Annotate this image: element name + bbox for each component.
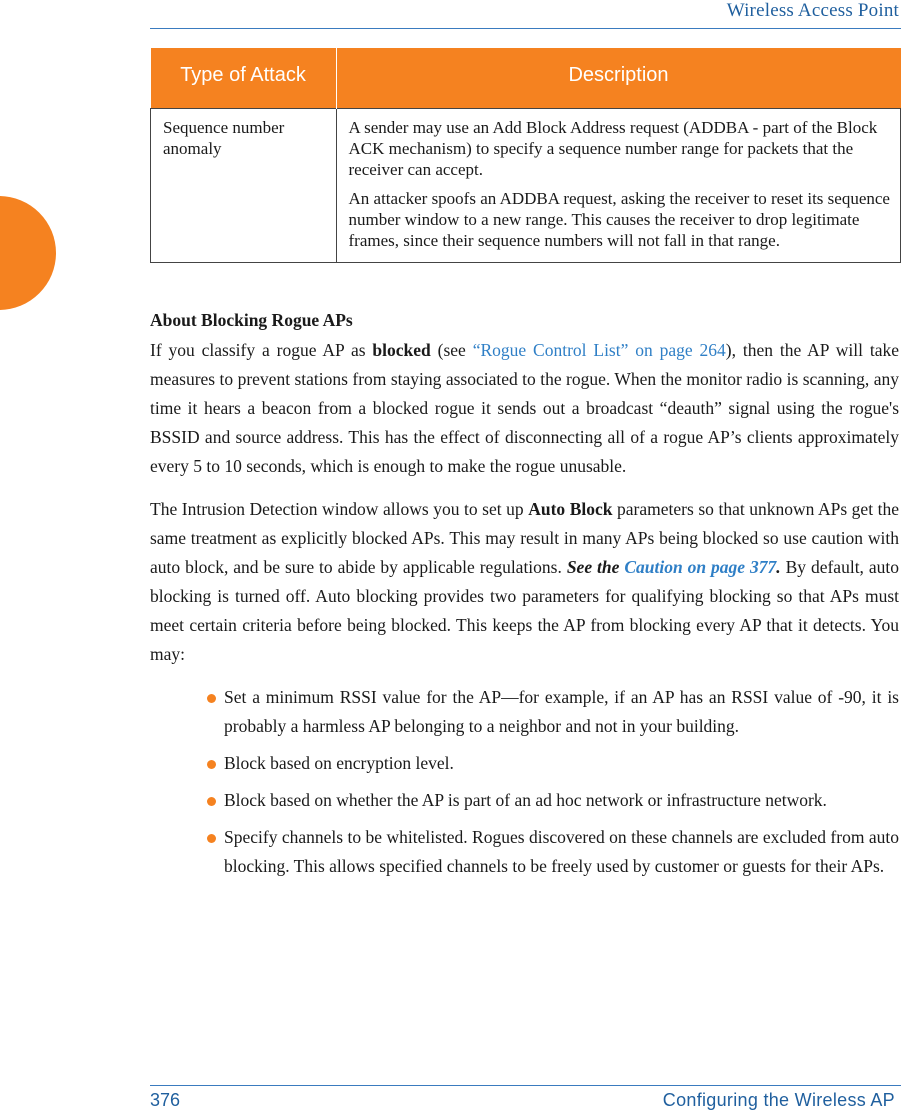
bullet-icon — [207, 760, 216, 769]
p1-text-2: (see — [430, 340, 473, 360]
list-item-text: Block based on encryption level. — [224, 753, 454, 773]
chapter-title: Configuring the Wireless AP — [662, 1090, 895, 1110]
p1-text-1: If you classify a rogue AP as — [150, 340, 373, 360]
caution-link[interactable]: Caution on page 377 — [624, 557, 777, 577]
p2-text-1: The Intrusion Detection window allows you to set up — [150, 499, 529, 519]
list-item — [150, 749, 899, 778]
attack-type: Sequence number anomaly — [163, 118, 285, 158]
running-header-title: Wireless Access Point — [726, 0, 899, 21]
list-item — [150, 823, 899, 881]
header-rule — [150, 28, 901, 29]
table-header-row — [151, 48, 901, 109]
column-header-type: Type of Attack — [151, 48, 337, 109]
attack-description-2: An attacker spoofs an ADDBA request, asking the receiver to reset its sequence number window to a new range. This causes the receiver to drop legitimate frames, since their sequence numbers will not fall in that range. — [348, 189, 890, 250]
p2-period: . — [776, 557, 781, 577]
p1-bold-blocked: blocked — [372, 340, 431, 360]
page-number: 376 — [150, 1090, 181, 1110]
column-header-description: Description — [336, 48, 901, 109]
p2-bold-auto-block: Auto Block — [528, 499, 613, 519]
section-heading: About Blocking Rogue APs — [150, 310, 353, 330]
auto-block-options-list — [150, 683, 899, 881]
chapter-side-tab — [0, 196, 56, 310]
bullet-icon — [207, 797, 216, 806]
p2-see-the: See the — [566, 557, 625, 577]
attack-description-1: A sender may use an Add Block Address request (ADDBA - part of the Block ACK mechanism) to specify a sequence number range for packets that the receiver can accept. — [348, 118, 878, 179]
list-item-text: Specify channels to be whitelisted. Rogues discovered on these channels are excluded from auto blocking. This allows specified channels to be freely used by customer or guests for their APs. — [224, 827, 899, 876]
paragraph-auto-block — [150, 495, 899, 669]
attack-type-cell — [151, 109, 337, 263]
bullet-icon — [207, 694, 216, 703]
main-content — [150, 308, 899, 889]
list-item-text: Set a minimum RSSI value for the AP—for example, if an AP has an RSSI value of -90, it is probably a harmless AP belonging to a neighbor and not in your building. — [224, 687, 899, 736]
list-item — [150, 786, 899, 815]
rogue-control-list-link[interactable]: “Rogue Control List” on page 264 — [472, 340, 726, 360]
list-item-text: Block based on whether the AP is part of an ad hoc network or infrastructure network. — [224, 790, 827, 810]
paragraph-blocking-intro — [150, 336, 899, 481]
list-item — [150, 683, 899, 741]
p2-text-3: By default, auto blocking is turned off. Auto blocking provides two parameters for qualifying blocking so that APs must meet certain criteria before being blocked. This keeps the AP from blocking every AP that it detects. You may: — [150, 557, 899, 664]
attack-table — [150, 48, 901, 263]
p1-text-3: ), then the AP will take measures to prevent stations from staying associated to the rogue. When the monitor radio is scanning, any time it hears a beacon from a blocked rogue it sends out a broadcast “deauth” signal using the rogue's BSSID and source address. This has the effect of disconnecting all of a rogue AP’s clients approximately every 5 to 10 seconds, which is enough to make the rogue unusable. — [150, 340, 899, 476]
p2-text-2: parameters so that unknown APs get the same treatment as explicitly blocked APs. This may result in many APs being blocked so use caution with auto block, and be sure to abide by applicable regulations. — [150, 499, 899, 577]
bullet-icon — [207, 834, 216, 843]
table-row — [151, 109, 901, 263]
footer-rule — [150, 1085, 901, 1086]
attack-description-cell — [336, 109, 901, 263]
